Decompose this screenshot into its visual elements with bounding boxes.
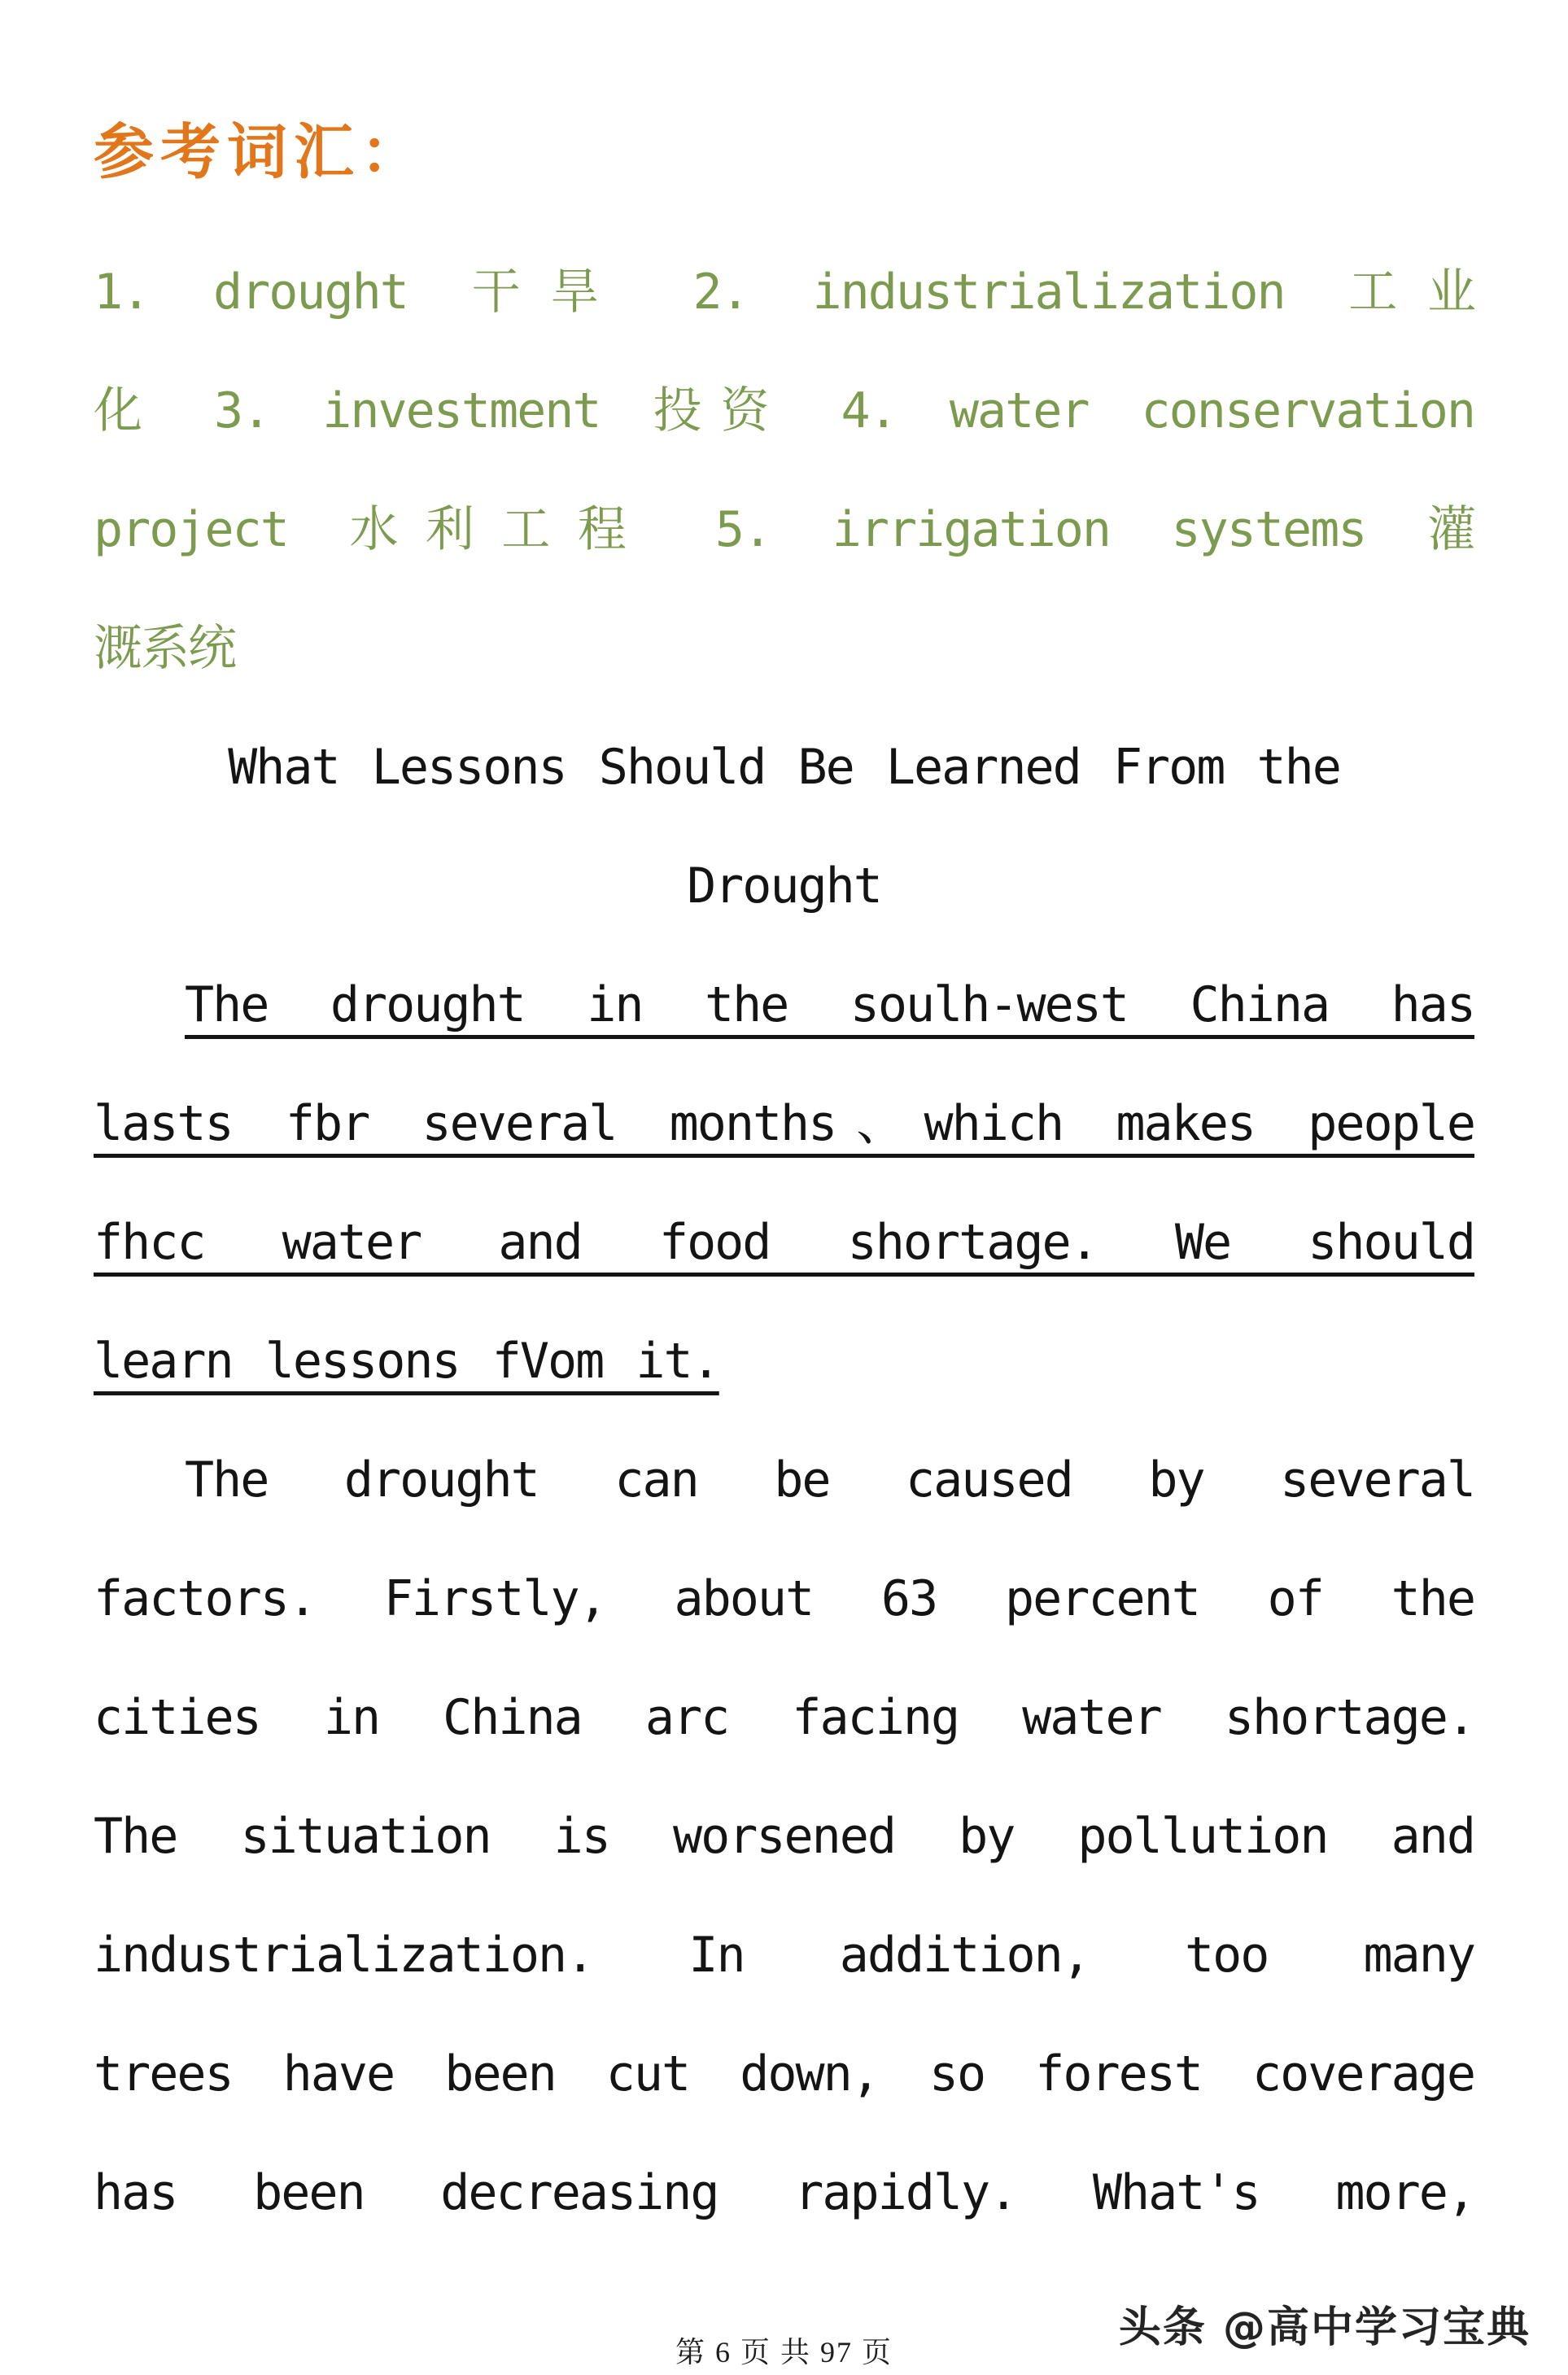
paragraph-line: factors. Firstly, about 63 percent of the [94,1570,1474,1627]
vocabulary-line: 化 3. investment 投资 4. water conservation [94,382,1474,439]
underlined-text: The drought in the soulh-west China has [185,976,1474,1033]
paragraph-line: The drought can be caused by several [185,1452,1474,1508]
paragraph-line [94,1183,1474,1302]
underlined-text: lasts fbr several months、which makes people [94,1095,1474,1152]
underlined-text: learn lessons fVom it. [94,1333,719,1390]
essay-title-line: Drought [687,858,881,915]
page-number-footer: 第 6 页 共 97 页 [675,2336,893,2368]
reference-vocabulary-heading: 参考词汇： [94,117,427,187]
vocabulary-line: project 水利工程 5. irrigation systems 灌 [94,501,1474,558]
vocabulary-line: 溉系统 [94,620,235,677]
essay-title [94,708,1474,945]
vocabulary-list [94,233,1474,708]
paragraph-line [94,945,1474,1064]
paragraph-line: has been decreasing rapidly. What's more, [94,2164,1474,2221]
paragraph-line [94,1064,1474,1183]
essay-title-line: What Lessons Should Be Learned From the [228,739,1340,796]
paragraph-line: trees have been cut down, so forest coverage [94,2045,1474,2102]
paragraph-line: The situation is worsened by pollution and [94,1808,1474,1865]
underlined-text: fhcc water and food shortage. We should [94,1214,1474,1271]
paragraph-line: industrialization. In addition, too many [94,1927,1474,1984]
paragraph-line [94,1302,1474,1421]
paragraph-line: cities in China arc facing water shortage. [94,1689,1474,1746]
toutiao-watermark: 头条 @高中学习宝典 [1118,2303,1531,2352]
vocabulary-line: 1. drought 干旱 2. industrialization 工业 [94,264,1474,321]
essay-paragraph-2 [94,1421,1474,2252]
essay-paragraph-1 [94,945,1474,1421]
